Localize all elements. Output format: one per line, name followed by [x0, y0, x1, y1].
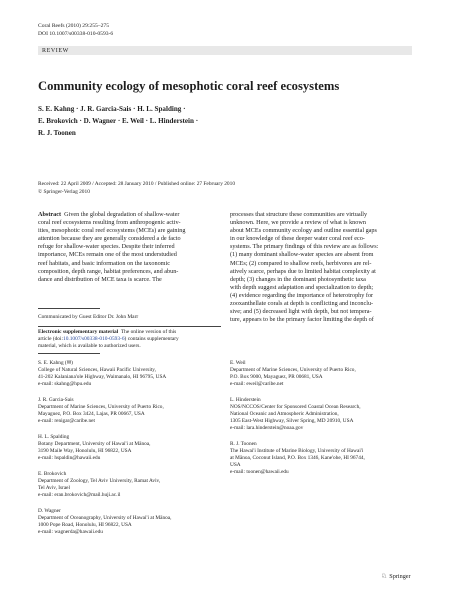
affiliation-line: L. Hinderstein — [230, 397, 261, 403]
affiliation-line: E. Brokovich — [38, 471, 67, 477]
abstract-line: depth; (3) changes in the dominant photosynthetic taxa — [230, 275, 366, 283]
author-line: R. J. Toonen — [38, 129, 76, 137]
affiliation-line: at Mānoa, Coconut Island, P.O. Box 1346, Kane'ohe, HI 96744, — [230, 455, 365, 462]
affiliation-line: Department of Marine Sciences, University of Puerto Rico, — [230, 367, 356, 374]
abstract-line: about MCEs community ecology and outline essential gaps — [230, 227, 377, 235]
esm-doi-link[interactable]: 10.1007/s00338-010-0593-6 — [63, 336, 125, 342]
esm-label: Electronic supplementary material — [38, 329, 119, 335]
affiliation-line: Department of Zoology, Tel Aviv University, Ramat Aviv, — [38, 478, 161, 485]
journal-doi: DOI 10.1007/s00338-010-0593-6 — [38, 30, 114, 37]
esm-line: material, which is available to authorized users. — [38, 343, 141, 349]
affiliation-line[interactable]: e-mail: renigar@caribe.net — [38, 418, 95, 425]
affiliation-line: D. Wagner — [38, 508, 61, 514]
affiliation-toonen — [230, 441, 418, 476]
abstract-line: atively scarce, perhaps due to limited habitat complexity at — [230, 267, 376, 275]
history-dates: Received: 22 April 2009 / Accepted: 28 January 2010 / Published online: 27 February 2010 — [38, 181, 236, 187]
abstract-line: coral reef ecosystems resulting from anthropogenic activ- — [38, 219, 181, 227]
affiliation-line: 3190 Maile Way, Honolulu, HI 96822, USA — [38, 448, 132, 455]
affiliation-line: Mayaguez, P.O. Box 3424, Lajas, PR 00667, USA — [38, 411, 145, 418]
abstract-line: dance and distribution of MCE taxa is scarce. The — [38, 275, 162, 283]
esm-line: Electronic supplementary material The online version of this — [38, 329, 177, 335]
esm-line: article (doi:10.1007/s00338-010-0593-6) contains supplementary — [38, 336, 179, 342]
affiliation-garcia-sais — [38, 397, 226, 425]
affiliation-line: The Hawai'i Institute of Marine Biology, University of Hawai'i — [230, 448, 364, 455]
affiliation-line[interactable]: e-mail: lara.hinderstein@noaa.gov — [230, 425, 304, 432]
publisher-name: Springer — [389, 573, 411, 580]
affiliation-line: J. R. Garcia-Sais — [38, 397, 74, 403]
journal-volume-pages: Coral Reefs (2010) 29:255–275 — [38, 23, 109, 29]
affiliation-line: College of Natural Sciences, Hawaii Pacific University, — [38, 367, 156, 374]
author-line: S. E. Kahng · J. R. Garcia-Sais · H. L. Spalding · — [38, 105, 186, 113]
section-label: REVIEW — [42, 47, 69, 54]
abstract-line: MCEs; (2) compared to shallow reefs, herbivores are rel- — [230, 259, 372, 267]
abstract-line: attention because they are generally considered a de facto — [38, 235, 181, 243]
affiliation-line: Botany Department, University of Hawai'i at Mānoa, — [38, 441, 151, 448]
abstract-line: with depth suggest adaptation and specialization to depth; — [230, 283, 374, 291]
affiliation-line: 1000 Pope Road, Honolulu, HI 96822, USA — [38, 522, 132, 529]
abstract-line: Abstract Given the global degradation of shallow-water — [38, 211, 180, 218]
affiliation-line: 1305 East-West Highway, Silver Spring, MD 20910, USA — [230, 418, 354, 425]
affiliation-line: USA — [230, 462, 241, 469]
affiliation-line: Tel Aviv, Israel — [38, 485, 70, 492]
affiliation-line[interactable]: e-mail: wagnerda@hawaii.edu — [38, 529, 103, 536]
abstract-right-column — [230, 211, 413, 324]
affiliation-line: NOS/NCCOS/Center for Sponsored Coastal Ocean Research, — [230, 404, 361, 411]
affiliation-line: P.O. Box 9000, Mayaguez, PR 00681, USA — [230, 374, 323, 381]
abstract-line: processes that structure these communities are virtually — [230, 211, 368, 218]
affiliation-spalding — [38, 434, 226, 462]
journal-citation — [38, 23, 113, 38]
affiliation-kahng — [38, 360, 226, 388]
affiliation-weil — [230, 360, 418, 388]
abstract-line: unknown. Here, we provide a review of what is known — [230, 219, 366, 227]
section-bar — [38, 46, 412, 55]
affiliation-line: 41-202 Kalaniana'ole Highway, Waimanalo, HI 96795, USA — [38, 374, 167, 381]
abstract-line: composition, depth range, habitat preferences, and abun- — [38, 267, 179, 275]
communicated-by: Communicated by Guest Editor Dr. John Marr — [38, 314, 139, 320]
abstract-line: ities, mesophotic coral reef ecosystems (MCEs) are gaining — [38, 227, 186, 235]
author-line: E. Brokovich · D. Wagner · E. Weil · L. Hinderstein · — [38, 117, 199, 125]
abstract-line: (1) many dominant shallow-water species are absent from — [230, 251, 374, 259]
abstract-line: sive; and (5) decreased light with depth, but not tempera- — [230, 308, 372, 316]
springer-horse-icon: ♘ — [381, 572, 388, 580]
author-list — [38, 103, 338, 139]
article-title: Community ecology of mesophotic coral reef ecosystems — [38, 79, 340, 93]
affiliation-line: R. J. Toonen — [230, 441, 257, 447]
affiliation-hinderstein — [230, 397, 418, 432]
abstract-line: zooxanthellate corals at depth is conflicting and inconclu- — [230, 300, 374, 308]
publication-dates — [38, 181, 235, 197]
publisher-mark — [381, 572, 411, 581]
abstract-line: in our knowledge of these deeper water coral reef eco- — [230, 235, 365, 243]
esm-rule — [38, 326, 221, 327]
affiliation-line[interactable]: e-mail: eweil@caribe.net — [230, 381, 284, 388]
affiliation-wagner — [38, 508, 226, 536]
footnote-rule — [38, 308, 100, 309]
esm-note — [38, 329, 221, 350]
affiliation-brokovich — [38, 471, 226, 499]
affiliation-line: S. E. Kahng (✉) — [38, 360, 73, 366]
affiliation-line[interactable]: e-mail: toonen@hawaii.edu — [230, 469, 289, 476]
abstract-line: refuge for shallow-water species. Despite their inferred — [38, 243, 175, 251]
affiliation-line: H. L. Spalding — [38, 434, 70, 440]
abstract-line: importance, MCEs remain one of the most understudied — [38, 251, 177, 259]
abstract-label: Abstract — [38, 211, 62, 218]
abstract-line: reef habitats, and basic information on the taxonomic — [38, 259, 170, 267]
abstract-line: ture, appears to be the primary factor limiting the depth of — [230, 316, 374, 324]
affiliation-line[interactable]: e-mail: eran.brokovich@mail.huji.ac.il — [38, 492, 121, 499]
affiliation-rule — [38, 353, 100, 354]
abstract-left-column — [38, 211, 221, 284]
affiliation-line: Department of Oceanography, University of Hawai'i at Mānoa, — [38, 515, 172, 522]
affiliation-line[interactable]: e-mail: hspaldin@hawaii.edu — [38, 455, 101, 462]
abstract-line: systems. The primary findings of this review are as follows: — [230, 243, 379, 251]
affiliation-line: National Oceanic and Atmospheric Administration, — [230, 411, 339, 418]
copyright-line: © Springer-Verlag 2010 — [38, 188, 90, 195]
abstract-line: (4) evidence regarding the importance of heterotrophy for — [230, 291, 374, 299]
affiliation-line[interactable]: e-mail: skahng@hpu.edu — [38, 381, 92, 388]
affiliation-line: E. Weil — [230, 360, 246, 366]
affiliation-line: Department of Marine Sciences, University of Puerto Rico, — [38, 404, 164, 411]
